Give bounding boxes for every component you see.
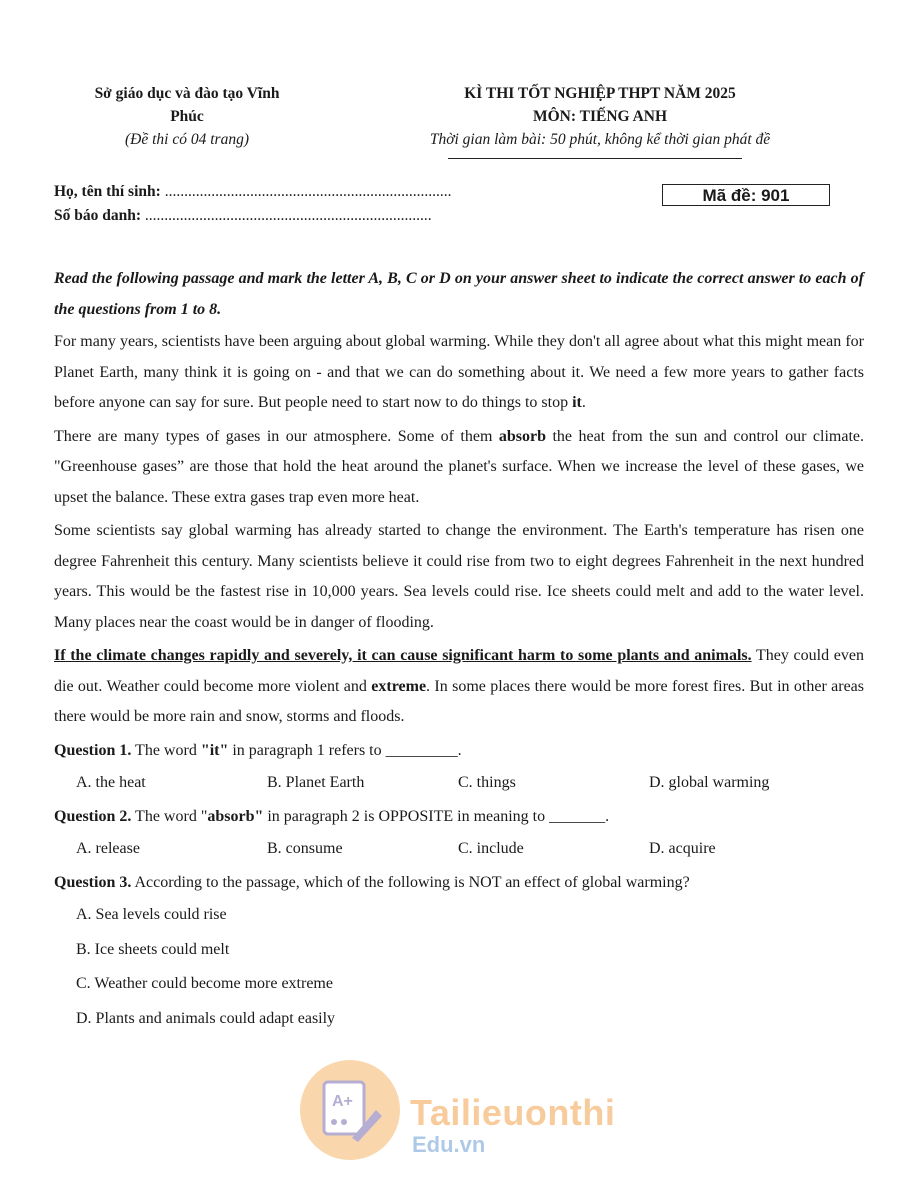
question-2-pre: The word " [131, 807, 208, 825]
p1-text: For many years, scientists have been arguing about global warming. While they don't all agree about what this might mean for Planet Earth, many think it is going on - and that we can do something about it. We need a few more years to gather facts before anyone can say for sure. But people need to start now to do things to stop [54, 333, 864, 411]
department-header [56, 82, 318, 151]
q3-option-a: A. Sea levels could rise [76, 906, 227, 923]
question-2-label: Question 2. [54, 807, 132, 825]
exam-subject: MÔN: TIẾNG ANH [532, 108, 668, 125]
candidate-name-row [54, 180, 451, 204]
exam-title: KÌ THI TỐT NGHIỆP THPT NĂM 2025 [464, 85, 736, 102]
watermark-sub: Edu.vn [412, 1132, 486, 1157]
question-2-options [76, 834, 864, 865]
candidate-info [54, 180, 451, 228]
candidate-id-dots: .......................................................................... [144, 207, 432, 224]
passage-paragraph-2 [54, 422, 864, 514]
p1-bold-word: it [572, 394, 582, 411]
q2-option-b: B. consume [267, 840, 343, 857]
candidate-name-label: Họ, tên thí sinh: [54, 183, 161, 200]
p1-end: . [581, 394, 586, 411]
question-2-term: absorb" [207, 807, 264, 825]
watermark-brand: Tailieuonthi [410, 1092, 616, 1133]
q3-option-b: B. Ice sheets could melt [76, 940, 230, 958]
pencil-book-icon [318, 1076, 384, 1146]
q1-option-d: D. global warming [649, 774, 770, 791]
q3-option-c: C. Weather could become more extreme [76, 975, 333, 992]
instruction: Read the following passage and mark the letter A, B, C or D on your answer sheet to indicate the correct answer to each of the questions from 1 to 8. [54, 270, 864, 318]
question-3 [54, 868, 864, 899]
question-1-options [76, 768, 864, 799]
passage-paragraph-1 [54, 327, 864, 419]
candidate-id-label: Số báo danh: [54, 207, 142, 224]
q3-option-d: D. Plants and animals could adapt easily [76, 1009, 336, 1027]
question-1 [54, 736, 864, 767]
question-1-post: in paragraph 1 refers to _________. [228, 741, 462, 759]
time-note: Thời gian làm bài: 50 phút, không kể thời gian phát đề [429, 131, 771, 148]
question-2 [54, 802, 864, 833]
q2-option-d: D. acquire [649, 840, 716, 857]
question-1-term: "it" [200, 741, 229, 759]
question-1-label: Question 1. [54, 741, 132, 759]
p4-text: They could even die out. Weather could become more violent and [54, 647, 864, 695]
q1-option-b: B. Planet Earth [267, 774, 365, 791]
question-1-pre: The word [131, 741, 201, 759]
passage-paragraph-3: Some scientists say global warming has already started to change the environment. The Earth's temperature has risen one degree Fahrenheit this century. Many scientists believe it could rise from two to eight degrees Fahrenheit in the next hundred years. This would be the fastest rise in 10,000 years. Sea levels could rise. Ice sheets could melt and add to the water level. Many places near the coast would be in danger of flooding. [54, 522, 864, 631]
candidate-id-row [54, 204, 451, 228]
p4-underlined-sentence: If the climate changes rapidly and severely, it can cause significant harm to some plants and animals. [54, 647, 752, 664]
header-divider [448, 158, 742, 159]
department-line-1: Sở giáo dục và đào tạo Vĩnh [94, 85, 280, 102]
watermark-logo [300, 1052, 640, 1162]
candidate-name-dots: .......................................................................... [164, 183, 452, 200]
question-2-post: in paragraph 2 is OPPOSITE in meaning to _______. [263, 807, 610, 825]
passage-paragraph-4 [54, 641, 864, 733]
exam-body [54, 264, 864, 1038]
p2-end: the heat from the sun and control our climate. "Greenhouse gases” are those that hold the heat around the planet's surface. When we increase the level of these gases, we upset the balance. These extra gases trap even more heat. [54, 427, 865, 506]
question-3-text: According to the passage, which of the following is NOT an effect of global warming? [131, 873, 690, 891]
exam-code-box: Mã đề: 901 [662, 184, 830, 206]
department-line-2: Phúc [170, 108, 204, 125]
p4-end: . In some places there would be more forest fires. But in other areas there would be more rain and snow, storms and floods. [54, 677, 865, 725]
p4-bold-word: extreme [371, 677, 427, 695]
exam-header [376, 82, 824, 151]
question-3-label: Question 3. [54, 873, 132, 891]
p2-text: There are many types of gases in our atmosphere. Some of them [54, 427, 499, 445]
q1-option-a: A. the heat [76, 774, 146, 791]
svg-text:A+: A+ [332, 1093, 353, 1110]
pages-note: (Đề thi có 04 trang) [125, 131, 249, 148]
p2-bold-word: absorb [498, 427, 547, 445]
q2-option-a: A. release [76, 840, 140, 857]
q1-option-c: C. things [458, 774, 516, 791]
q2-option-c: C. include [458, 840, 524, 857]
